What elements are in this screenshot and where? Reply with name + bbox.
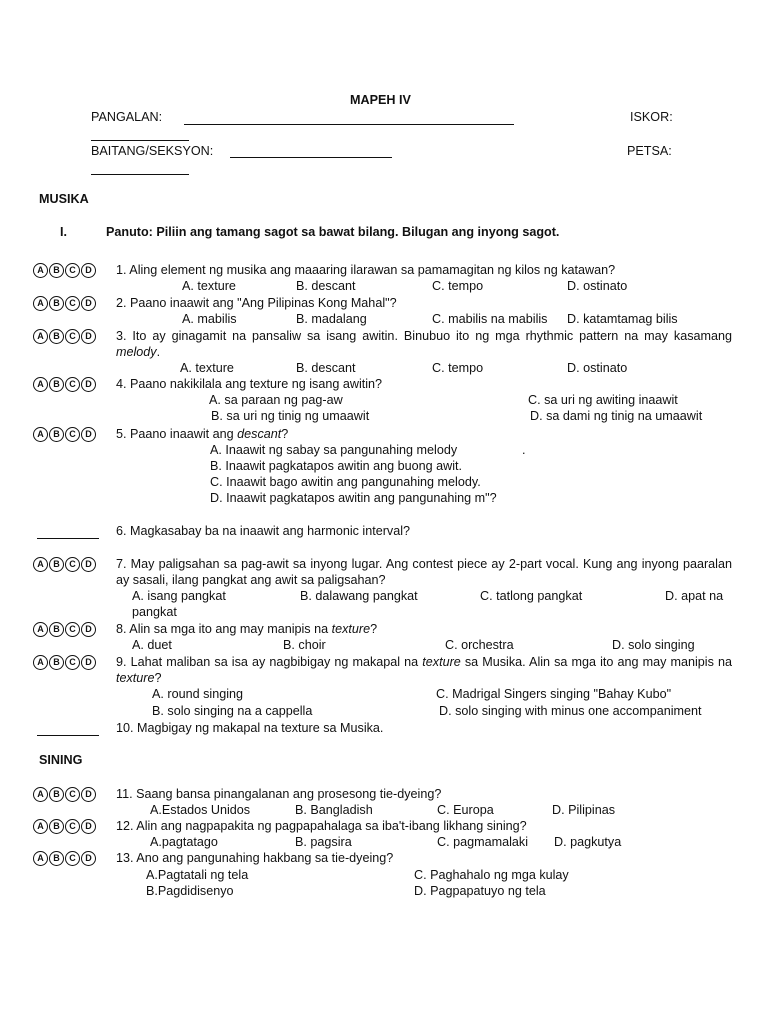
q9-option-c: C. Madrigal Singers singing "Bahay Kubo" — [436, 687, 672, 701]
q1-option-c: C. tempo — [432, 279, 484, 293]
answer-bubbles-q11[interactable] — [33, 787, 96, 802]
instruction-number: I. — [60, 225, 67, 239]
q4-option-d: D. sa dami ng tinig na umaawit — [530, 409, 703, 423]
q5-stray-dot: . — [522, 443, 526, 457]
bubble-d[interactable]: D — [81, 655, 96, 670]
bubble-b[interactable]: B — [49, 427, 64, 442]
q2-option-b: B. madalang — [296, 312, 367, 326]
bubble-c[interactable]: C — [65, 377, 80, 392]
bubble-a[interactable]: A — [33, 622, 48, 637]
q12-option-b: B. pagsira — [295, 835, 352, 849]
bubble-c[interactable]: C — [65, 557, 80, 572]
question-1: 1. Aling element ng musika ang maaaring ilarawan sa pamamagitan ng kilos ng katawan? — [116, 263, 616, 277]
q11-option-c: C. Europa — [437, 803, 494, 817]
answer-bubbles-q4[interactable] — [33, 377, 96, 392]
bubble-c[interactable]: C — [65, 427, 80, 442]
question-10: 10. Magbigay ng makapal na texture sa Musika. — [116, 721, 384, 735]
q4-option-b: B. sa uri ng tinig ng umaawit — [211, 409, 370, 423]
date-label: PETSA: — [627, 144, 672, 158]
answer-blank-q6[interactable] — [37, 538, 99, 539]
answer-bubbles-q13[interactable] — [33, 851, 96, 866]
name-line[interactable] — [184, 124, 514, 125]
date-line[interactable] — [91, 174, 189, 175]
question-12: 12. Alin ang nagpapakita ng pagpapahalaga sa iba't-ibang likhang sining? — [116, 819, 527, 833]
name-label: PANGALAN: — [91, 110, 163, 124]
q7-option-a: A. isang pangkat — [132, 589, 226, 603]
section-musika: MUSIKA — [39, 192, 89, 206]
q3-option-c: C. tempo — [432, 361, 484, 375]
q8-option-b: B. choir — [283, 638, 326, 652]
bubble-c[interactable]: C — [65, 851, 80, 866]
answer-bubbles-q2[interactable] — [33, 296, 96, 311]
q13-option-c: C. Paghahalo ng mga kulay — [414, 868, 569, 882]
q8-option-c: C. orchestra — [445, 638, 514, 652]
q9-option-b: B. solo singing na a cappella — [152, 704, 313, 718]
q5-option-a: A. Inaawit ng sabay sa pangunahing melody — [210, 443, 458, 457]
question-4: 4. Paano nakikilala ang texture ng isang awitin? — [116, 377, 383, 391]
question-5: 5. Paano inaawit ang descant? — [116, 427, 289, 441]
bubble-d[interactable]: D — [81, 377, 96, 392]
bubble-a[interactable]: A — [33, 787, 48, 802]
bubble-a[interactable]: A — [33, 263, 48, 278]
score-line[interactable] — [91, 140, 189, 141]
bubble-d[interactable]: D — [81, 787, 96, 802]
answer-bubbles-q9[interactable] — [33, 655, 96, 670]
q7-option-d: D. apat na — [665, 589, 724, 603]
section-sining: SINING — [39, 753, 83, 767]
q5-option-d: D. Inaawit pagkatapos awitin ang pangunahing m"? — [210, 491, 497, 505]
q11-option-d: D. Pilipinas — [552, 803, 615, 817]
bubble-a[interactable]: A — [33, 427, 48, 442]
q11-option-b: B. Bangladish — [295, 803, 373, 817]
bubble-a[interactable]: A — [33, 819, 48, 834]
q7-option-d-cont: pangkat — [132, 605, 177, 619]
bubble-c[interactable]: C — [65, 329, 80, 344]
q5-option-c: C. Inaawit bago awitin ang pangunahing melody. — [210, 475, 481, 489]
answer-bubbles-q1[interactable] — [33, 263, 96, 278]
bubble-b[interactable]: B — [49, 622, 64, 637]
bubble-d[interactable]: D — [81, 329, 96, 344]
bubble-b[interactable]: B — [49, 329, 64, 344]
bubble-a[interactable]: A — [33, 557, 48, 572]
bubble-b[interactable]: B — [49, 819, 64, 834]
bubble-b[interactable]: B — [49, 655, 64, 670]
question-7: 7. May paligsahan sa pag-awit sa inyong lugar. Ang contest piece ay 2-part vocal. Kung ang inyong paaralan ay sasali, ilang pangkat ang awit sa paligsahan? — [116, 557, 732, 587]
answer-bubbles-q12[interactable] — [33, 819, 96, 834]
q1-option-b: B. descant — [296, 279, 356, 293]
answer-bubbles-q7[interactable] — [33, 557, 96, 572]
bubble-a[interactable]: A — [33, 377, 48, 392]
bubble-d[interactable]: D — [81, 819, 96, 834]
instruction-text: Panuto: Piliin ang tamang sagot sa bawat bilang. Bilugan ang inyong sagot. — [106, 225, 560, 239]
bubble-c[interactable]: C — [65, 819, 80, 834]
q13-option-a: A.Pagtatali ng tela — [146, 868, 249, 882]
grade-section-label: BAITANG/SEKSYON: — [91, 144, 214, 158]
q8-option-d: D. solo singing — [612, 638, 695, 652]
bubble-c[interactable]: C — [65, 787, 80, 802]
q1-option-a: A. texture — [182, 279, 236, 293]
bubble-d[interactable]: D — [81, 263, 96, 278]
bubble-b[interactable]: B — [49, 296, 64, 311]
bubble-c[interactable]: C — [65, 655, 80, 670]
q13-option-d: D. Pagpapatuyo ng tela — [414, 884, 546, 898]
q2-option-d: D. katamtamag bilis — [567, 312, 678, 326]
worksheet-title: MAPEH IV — [350, 93, 411, 107]
q7-option-c: C. tatlong pangkat — [480, 589, 583, 603]
q2-option-a: A. mabilis — [182, 312, 237, 326]
bubble-d[interactable]: D — [81, 851, 96, 866]
question-13: 13. Ano ang pangunahing hakbang sa tie-dyeing? — [116, 851, 394, 865]
answer-blank-q10[interactable] — [37, 735, 99, 736]
bubble-c[interactable]: C — [65, 263, 80, 278]
q12-option-a: A.pagtatago — [150, 835, 218, 849]
q1-option-d: D. ostinato — [567, 279, 628, 293]
question-2: 2. Paano inaawit ang "Ang Pilipinas Kong Mahal"? — [116, 296, 397, 310]
q11-option-a: A.Estados Unidos — [150, 803, 251, 817]
q12-option-d: D. pagkutya — [554, 835, 622, 849]
bubble-b[interactable]: B — [49, 557, 64, 572]
q7-option-b: B. dalawang pangkat — [300, 589, 418, 603]
q9-option-d: D. solo singing with minus one accompaniment — [439, 704, 702, 718]
bubble-b[interactable]: B — [49, 263, 64, 278]
bubble-b[interactable]: B — [49, 851, 64, 866]
bubble-d[interactable]: D — [81, 427, 96, 442]
question-3: 3. Ito ay ginagamit na pansaliw sa isang awitin. Binubuo ito ng mga rhythmic pattern na may kasamang melody. — [116, 329, 732, 359]
bubble-c[interactable]: C — [65, 622, 80, 637]
score-label: ISKOR: — [630, 110, 673, 124]
q2-option-c: C. mabilis na mabilis — [432, 312, 548, 326]
q5-option-b: B. Inaawit pagkatapos awitin ang buong awit. — [210, 459, 463, 473]
question-6: 6. Magkasabay ba na inaawit ang harmonic interval? — [116, 524, 411, 538]
q8-option-a: A. duet — [132, 638, 172, 652]
bubble-d[interactable]: D — [81, 557, 96, 572]
q4-option-c: C. sa uri ng awiting inaawit — [528, 393, 678, 407]
q9-option-a: A. round singing — [152, 687, 244, 701]
answer-bubbles-q5[interactable] — [33, 427, 96, 442]
q13-option-b: B.Pagdidisenyo — [146, 884, 234, 898]
answer-bubbles-q3[interactable] — [33, 329, 96, 344]
bubble-a[interactable]: A — [33, 655, 48, 670]
question-9: 9. Lahat maliban sa isa ay nagbibigay ng makapal na texture sa Musika. Alin sa mga ito ang may manipis na texture? — [116, 655, 732, 685]
q3-option-b: B. descant — [296, 361, 356, 375]
bubble-c[interactable]: C — [65, 296, 80, 311]
question-11: 11. Saang bansa pinangalanan ang prosesong tie-dyeing? — [116, 787, 442, 801]
bubble-a[interactable]: A — [33, 329, 48, 344]
bubble-a[interactable]: A — [33, 851, 48, 866]
grade-section-line[interactable] — [230, 157, 392, 158]
bubble-a[interactable]: A — [33, 296, 48, 311]
q12-option-c: C. pagmamalaki — [437, 835, 528, 849]
answer-bubbles-q8[interactable] — [33, 622, 96, 637]
bubble-b[interactable]: B — [49, 377, 64, 392]
bubble-b[interactable]: B — [49, 787, 64, 802]
q3-option-d: D. ostinato — [567, 361, 628, 375]
q3-option-a: A. texture — [180, 361, 234, 375]
q4-option-a: A. sa paraan ng pag-aw — [209, 393, 343, 407]
bubble-d[interactable]: D — [81, 622, 96, 637]
question-8: 8. Alin sa mga ito ang may manipis na texture? — [116, 622, 378, 636]
bubble-d[interactable]: D — [81, 296, 96, 311]
